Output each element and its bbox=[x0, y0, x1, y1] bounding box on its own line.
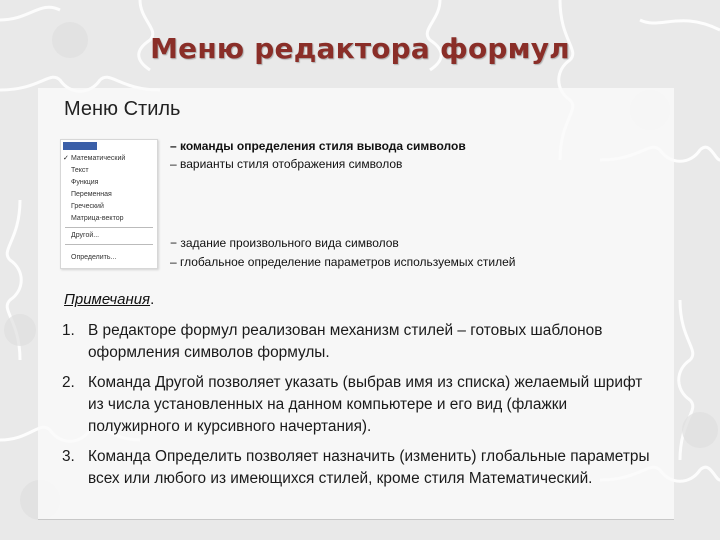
callout-custom-style: − задание произвольного вида символов bbox=[170, 236, 399, 250]
menu-item: Матрица-вектор bbox=[71, 215, 124, 222]
list-item-number: 1. bbox=[62, 322, 75, 339]
menu-item: Другой... bbox=[71, 232, 100, 239]
callout-global-define: – глобальное определение параметров используемых стилей bbox=[170, 255, 516, 269]
slide-title: Меню редактора формул bbox=[150, 32, 570, 65]
menu-item: Определить... bbox=[71, 254, 117, 261]
check-icon: ✓ bbox=[63, 155, 69, 162]
slide-subtitle: Меню Стиль bbox=[64, 98, 181, 120]
menu-separator bbox=[65, 227, 153, 228]
notes-list bbox=[62, 320, 652, 498]
callout-style-commands: – команды определения стиля вывода символов bbox=[170, 139, 466, 153]
list-item-number: 3. bbox=[62, 448, 75, 465]
list-item-number: 2. bbox=[62, 374, 75, 391]
bottom-divider bbox=[38, 519, 674, 520]
menu-item: Переменная bbox=[71, 191, 112, 198]
list-item-text: Команда Определить позволяет назначить (изменить) глобальные параметры всех или любого из имеющихся стилей, кроме стиля Математический. bbox=[88, 448, 650, 487]
style-menu-image bbox=[60, 139, 158, 269]
notes-heading: Примечания. bbox=[64, 291, 155, 308]
menu-separator bbox=[65, 244, 153, 245]
menu-item: Функция bbox=[71, 179, 99, 186]
notes-heading-label: Примечания bbox=[64, 291, 151, 308]
list-item-text: Команда Другой позволяет указать (выбрав имя из списка) желаемый шрифт из числа установленных на данном компьютере и его вид (флажки полужирного и курсивного начертания). bbox=[88, 374, 643, 435]
list-item-text: В редакторе формул реализован механизм стилей – готовых шаблонов оформления символов формулы. bbox=[88, 322, 603, 361]
menu-item: Греческий bbox=[71, 203, 104, 210]
list-item bbox=[62, 372, 652, 438]
list-item bbox=[62, 320, 652, 364]
callout-style-variants: – варианты стиля отображения символов bbox=[170, 157, 403, 171]
menu-item: ✓ Математический bbox=[63, 155, 126, 162]
menu-item: Текст bbox=[71, 167, 89, 174]
menu-header-bar bbox=[63, 142, 97, 150]
list-item bbox=[62, 446, 652, 490]
